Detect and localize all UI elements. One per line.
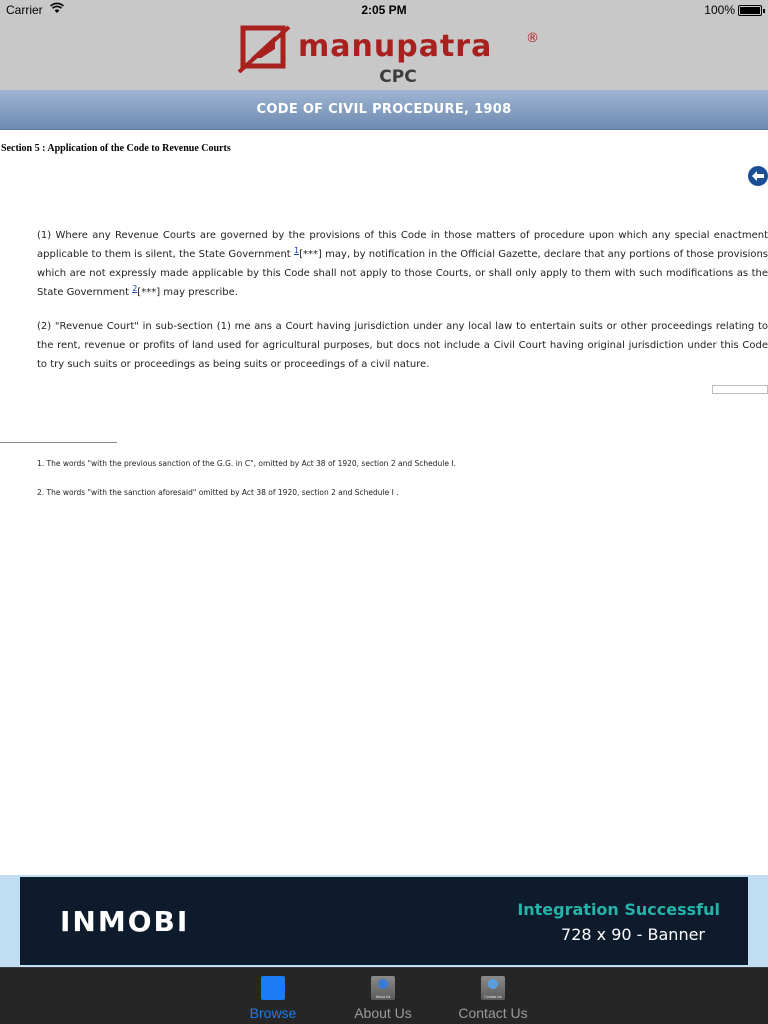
product-name: CPC bbox=[379, 67, 417, 87]
title-bar bbox=[0, 90, 768, 130]
carrier-label: Carrier bbox=[6, 3, 43, 17]
ad-headline: Integration Successful bbox=[517, 900, 720, 919]
about-us-icon: About Us bbox=[371, 976, 395, 1000]
battery-icon bbox=[738, 5, 762, 16]
tab-browse[interactable] bbox=[228, 976, 318, 1024]
browse-icon bbox=[261, 976, 285, 1000]
app-header bbox=[0, 20, 768, 90]
ad-brand-logo: INMOBI bbox=[60, 905, 190, 938]
tab-label: Browse bbox=[249, 1005, 297, 1021]
footnote-ref-2[interactable]: 2 bbox=[132, 284, 138, 293]
tab-label: About Us bbox=[354, 1005, 412, 1021]
brand-name: manupatra bbox=[298, 29, 493, 64]
ad-banner[interactable] bbox=[20, 877, 748, 965]
footnote-ref-1[interactable]: 1 bbox=[293, 246, 300, 255]
ad-container bbox=[0, 875, 768, 967]
section-heading: Section 5 : Application of the Code to Revenue Courts bbox=[1, 143, 231, 154]
contact-us-icon: Contact Us bbox=[481, 976, 505, 1000]
tab-contact-us[interactable] bbox=[448, 976, 538, 1024]
paragraph-2: (2) "Revenue Court" in sub-section (1) me ans a Court having jurisdiction under any local law to entertain suits or other proceedings relating to the rent, revenue or profits of land used for agricultural purposes, but docs not include a Civil Court having original jurisdiction under this Code to try such suits or proceedings as being suits or proceedings of a civil nature. bbox=[37, 321, 768, 370]
arrow-left-icon bbox=[751, 170, 765, 182]
manupatra-logo-icon bbox=[237, 25, 291, 73]
footnote-2: 2. The words "with the sanction aforesaid" omitted by Act 38 of 1920, section 2 and Schedule I . bbox=[37, 488, 399, 497]
status-bar bbox=[0, 0, 768, 20]
registered-mark: ® bbox=[526, 31, 539, 46]
clock: 2:05 PM bbox=[361, 3, 407, 17]
footnote-1: 1. The words "with the previous sanction of the G.G. in C", omitted by Act 38 of 1920, section 2 and Schedule I. bbox=[37, 459, 456, 468]
tab-bar bbox=[0, 967, 768, 1024]
battery-percentage: 100% bbox=[704, 3, 735, 17]
back-button[interactable] bbox=[748, 166, 768, 186]
ad-size-label: 728 x 90 - Banner bbox=[561, 925, 705, 944]
footnote-divider bbox=[0, 442, 117, 443]
page-title: CODE OF CIVIL PROCEDURE, 1908 bbox=[256, 102, 512, 117]
empty-input-box[interactable] bbox=[712, 385, 768, 394]
tab-about-us[interactable] bbox=[338, 976, 428, 1024]
tab-label: Contact Us bbox=[458, 1005, 528, 1021]
paragraph-1: (1) Where any Revenue Courts are governed by the provisions of this Code in those matters of procedure upon which any special enactment applicable to them is silent, the State Government $^1$[***] may, by notification in the Official Gazette, declare that any portions of those provisions which are not expressly made applicable by this Code shall not apply to those Courts, or shall only apply to them with such modifications as the State Government $^2$[***] may prescribe. bbox=[37, 230, 768, 298]
